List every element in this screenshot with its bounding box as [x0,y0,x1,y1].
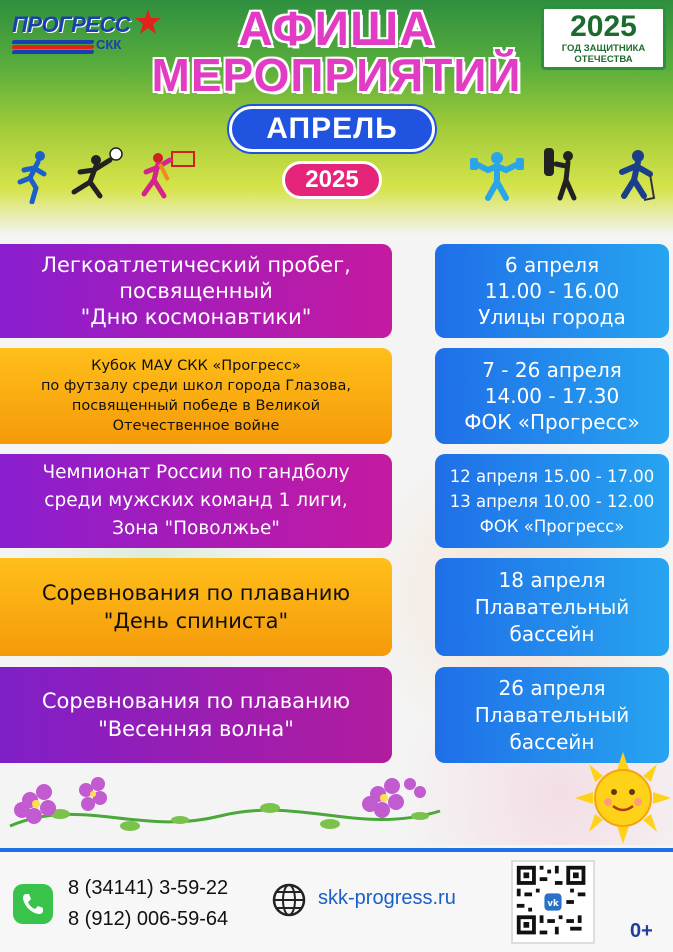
date-card-3 [435,454,669,548]
event-date-5: 26 апреля Плавательный бассейн [474,675,630,754]
event-title-2: Кубок МАУ СКК «Прогресс» по футзалу среди школ города Глазова, посвященный победе в Великой Отечественное войне [40,358,352,434]
month-pill: АПРЕЛЬ [229,106,435,152]
logo-subtitle: СКК [96,37,122,52]
page-title-line2: МЕРОПРИЯТИЙ [151,49,522,101]
event-date-3: 12 апреля 15.00 - 17.00 13 апреля 10.00 - 12.00 ФОК «Прогресс» [449,466,655,536]
sun-icon [573,752,673,844]
event-title-4: Соревнования по плаванию "День спиниста" [41,581,351,633]
svg-text:vk: vk [547,898,559,909]
page-title-line1: АФИША [238,3,435,56]
event-card-3 [0,454,392,548]
year-badge [541,6,666,70]
boxing-icon [540,146,580,202]
event-title-1: Легкоатлетический пробег, посвященный "Дню космонавтики" [41,253,351,329]
website-link[interactable]: skk-progress.ru [318,887,456,909]
age-rating: 0+ [630,920,653,942]
phone-number-2[interactable]: 8 (912) 006-59-64 [68,908,229,930]
event-card-1 [0,244,392,338]
qr-code[interactable] [511,860,595,944]
event-card-2 [0,348,392,444]
hockey-icon [614,148,660,202]
date-card-4 [435,558,669,656]
year-pill: 2025 [282,161,382,199]
flowers-decoration [0,766,450,846]
event-title-5: Соревнования по плаванию "Весенняя волна" [41,689,351,741]
phone-icon [13,884,53,924]
basketball-icon [138,150,196,202]
year-badge-number: 2025 [570,10,637,43]
event-title-3: Чемпионат России по гандболу среди мужских команд 1 лиги, Зона "Поволжье" [42,462,350,539]
logo-text: ПРОГРЕСС [12,12,131,37]
year-badge-text-2: ОТЕЧЕСТВА [574,54,633,65]
volleyball-icon [66,146,128,202]
weightlifter-icon [468,148,526,202]
event-date-1: 6 апреля 11.00 - 16.00 Улицы города [478,253,626,329]
event-card-4 [0,558,392,656]
phone-number-1[interactable]: 8 (34141) 3-59-22 [68,877,229,899]
date-card-1 [435,244,669,338]
event-card-5 [0,667,392,763]
globe-icon [271,882,307,918]
runner-icon [12,148,56,204]
year-badge-text-1: ГОД ЗАЩИТНИКА [561,43,646,54]
date-card-2 [435,348,669,444]
date-card-5 [435,667,669,763]
event-date-4: 18 апреля Плавательный бассейн [474,567,630,646]
event-date-2: 7 - 26 апреля 14.00 - 17.30 ФОК «Прогресс» [464,358,640,434]
